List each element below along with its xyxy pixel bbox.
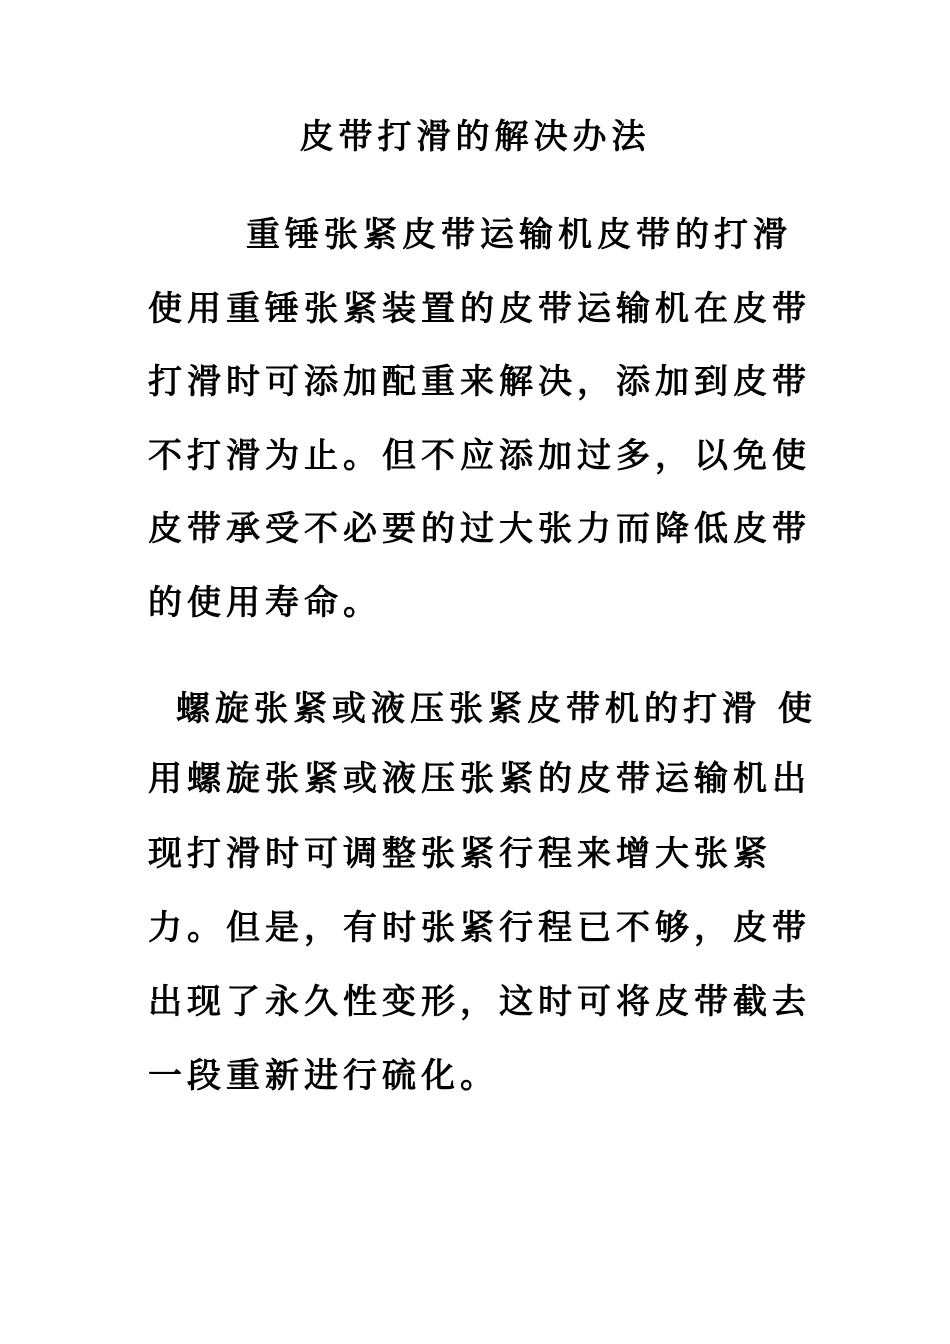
paragraph-line: 不打滑为止。但不应添加过多，以免使 (148, 436, 811, 476)
paragraph-line: 使用重锤张紧装置的皮带运输机在皮带 (148, 289, 811, 329)
paragraph-line: 力。但是，有时张紧行程已不够，皮带 (148, 908, 811, 948)
paragraph-line: 现打滑时可调整张紧行程来增大张紧 (148, 834, 772, 874)
paragraph-line: 皮带承受不必要的过大张力而降低皮带 (148, 509, 811, 549)
document-title: 皮带打滑的解决办法 (299, 117, 651, 157)
paragraph-line: 打滑时可添加配重来解决，添加到皮带 (148, 362, 811, 402)
paragraph-line: 的使用寿命。 (148, 583, 382, 623)
paragraph-line: 一段重新进行硫化。 (148, 1056, 499, 1096)
section-heading-weighted-tensioner: 重锤张紧皮带运输机皮带的打滑 (246, 215, 792, 255)
paragraph-line: 用螺旋张紧或液压张紧的皮带运输机出 (148, 759, 811, 799)
section-heading-screw-hydraulic-tensioner: 螺旋张紧或液压张紧皮带机的打滑 使 (176, 689, 817, 729)
paragraph-line: 出现了永久性变形，这时可将皮带截去 (148, 982, 811, 1022)
